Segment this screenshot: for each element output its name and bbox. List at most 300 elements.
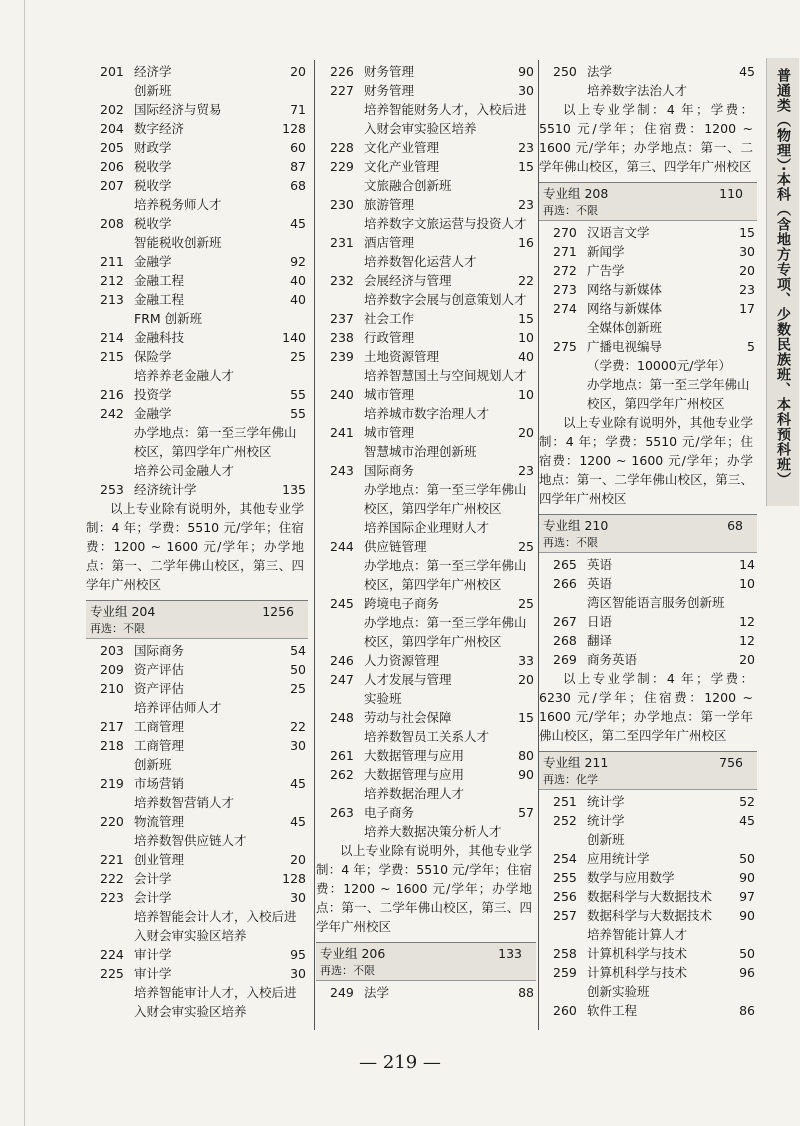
major-entry	[539, 574, 757, 593]
enrollment-count: 30	[290, 890, 306, 905]
major-entry	[539, 650, 757, 669]
major-note: 文旅融合创新班	[364, 178, 452, 193]
major-code: 227	[330, 83, 354, 98]
enrollment-count: 15	[739, 225, 755, 240]
group-total-count: 68	[727, 518, 743, 533]
major-entry	[316, 537, 536, 556]
major-code: 225	[100, 966, 124, 981]
major-name: 计算机科学与技术	[587, 965, 688, 980]
major-entry	[316, 157, 536, 176]
major-code: 238	[330, 330, 354, 345]
major-code: 258	[553, 946, 577, 961]
enrollment-count: 40	[290, 292, 306, 307]
major-name: 劳动与社会保障	[364, 710, 452, 725]
major-name: 统计学	[587, 794, 625, 809]
group-summary-paragraph: 以上专业除有说明外，其他专业学制：4 年；学费：5510 元/学年；住宿费：1200 ~ 1600 元/学年；办学地点：第一、二学年佛山校区，第三、四学年广州校区	[539, 415, 753, 506]
major-name: 日语	[587, 614, 613, 629]
major-code: 213	[100, 292, 124, 307]
major-code: 270	[553, 225, 577, 240]
major-name: 网络与新媒体	[587, 282, 663, 297]
enrollment-count: 86	[739, 1003, 755, 1018]
enrollment-count: 10	[739, 576, 755, 591]
major-code: 211	[100, 254, 124, 269]
major-name: 金融学	[134, 406, 172, 421]
major-entry	[539, 1001, 757, 1020]
major-note: 办学地点：第一至三学年佛山校区，第四学年广州校区	[364, 615, 527, 649]
major-name: 市场营销	[134, 776, 185, 791]
enrollment-count: 128	[282, 871, 306, 886]
group-subject-requirement: 再选：不限	[320, 964, 375, 977]
major-code: 207	[100, 178, 124, 193]
major-code: 241	[330, 425, 354, 440]
major-name: 工商管理	[134, 738, 185, 753]
major-note: 培养智慧国土与空间规划人才	[364, 368, 527, 383]
major-code: 221	[100, 852, 124, 867]
group-title: 专业组 206	[320, 946, 386, 961]
group-subject-requirement: 再选：不限	[543, 536, 598, 549]
major-name: 法学	[587, 64, 613, 79]
major-name: 金融科技	[134, 330, 185, 345]
major-note: 培养智能财务人才，入校后进入财会审实验区培养	[364, 102, 527, 136]
enrollment-count: 20	[518, 425, 534, 440]
major-name: 资产评估	[134, 681, 185, 696]
major-code: 214	[100, 330, 124, 345]
major-name: 广播电视编导	[587, 339, 663, 354]
major-note: 培养数字文旅运营与投资人才	[364, 216, 527, 231]
major-code: 205	[100, 140, 124, 155]
major-name: 城市管理	[364, 425, 415, 440]
major-entry	[539, 555, 757, 574]
major-entry	[316, 271, 536, 290]
major-note: 办学地点：第一至三学年佛山校区，第四学年广州校区	[587, 377, 750, 411]
major-name: 供应链管理	[364, 539, 427, 554]
enrollment-count: 12	[739, 614, 755, 629]
major-note: 培养数智员工关系人才	[364, 729, 490, 744]
major-entry	[86, 252, 308, 271]
enrollment-count: 30	[739, 244, 755, 259]
major-note: 培养养老金融人才	[134, 368, 235, 383]
major-code: 240	[330, 387, 354, 402]
major-note: 创新班	[134, 83, 172, 98]
major-name: 土地资源管理	[364, 349, 440, 364]
major-name: 汉语言文学	[587, 225, 650, 240]
enrollment-count: 30	[290, 966, 306, 981]
enrollment-count: 20	[739, 652, 755, 667]
major-entry	[316, 81, 536, 100]
major-entry	[539, 299, 757, 318]
major-code: 245	[330, 596, 354, 611]
enrollment-count: 140	[282, 330, 306, 345]
enrollment-count: 52	[739, 794, 755, 809]
column-2	[316, 62, 536, 1002]
major-code: 215	[100, 349, 124, 364]
major-name: 文化产业管理	[364, 140, 440, 155]
major-name: 审计学	[134, 966, 172, 981]
major-code: 201	[100, 64, 124, 79]
major-code: 209	[100, 662, 124, 677]
major-entry	[539, 963, 757, 982]
major-entry	[539, 337, 757, 356]
enrollment-count: 57	[518, 805, 534, 820]
enrollment-count: 10	[518, 330, 534, 345]
major-code: 230	[330, 197, 354, 212]
major-code: 206	[100, 159, 124, 174]
group-subject-requirement: 再选：化学	[543, 773, 598, 786]
major-entry	[86, 385, 308, 404]
major-note: 智慧城市治理创新班	[364, 444, 477, 459]
major-code: 255	[553, 870, 577, 885]
major-name: 旅游管理	[364, 197, 415, 212]
major-note: 培养智能审计人才，入校后进入财会审实验区培养	[134, 985, 297, 1019]
major-note: 办学地点：第一至三学年佛山校区，第四学年广州校区	[364, 558, 527, 592]
major-entry	[86, 214, 308, 233]
major-code: 272	[553, 263, 577, 278]
major-code: 256	[553, 889, 577, 904]
major-name: 资产评估	[134, 662, 185, 677]
major-entry	[539, 631, 757, 650]
major-code: 257	[553, 908, 577, 923]
major-name: 城市管理	[364, 387, 415, 402]
enrollment-count: 97	[739, 889, 755, 904]
major-name: 网络与新媒体	[587, 301, 663, 316]
major-code: 271	[553, 244, 577, 259]
group-title: 专业组 204	[90, 604, 156, 619]
major-entry	[86, 660, 308, 679]
major-name: 商务英语	[587, 652, 638, 667]
major-entry	[316, 708, 536, 727]
major-entry	[316, 765, 536, 784]
enrollment-count: 71	[290, 102, 306, 117]
enrollment-count: 25	[290, 681, 306, 696]
major-note: 培养数据治理人才	[364, 786, 465, 801]
enrollment-count: 22	[518, 273, 534, 288]
enrollment-count: 22	[290, 719, 306, 734]
enrollment-count: 23	[518, 463, 534, 478]
major-name: 金融工程	[134, 273, 185, 288]
major-entry	[539, 887, 757, 906]
major-code: 222	[100, 871, 124, 886]
major-entry	[316, 746, 536, 765]
column-3	[539, 62, 757, 1020]
enrollment-count: 40	[290, 273, 306, 288]
major-name: 保险学	[134, 349, 172, 364]
major-code: 202	[100, 102, 124, 117]
major-code: 263	[330, 805, 354, 820]
major-entry	[316, 309, 536, 328]
major-name: 人才发展与管理	[364, 672, 452, 687]
major-note: 培养数智营销人才	[134, 795, 235, 810]
major-name: 数字经济	[134, 121, 185, 136]
major-entry	[316, 233, 536, 252]
enrollment-count: 90	[518, 64, 534, 79]
major-entry	[86, 176, 308, 195]
major-code: 262	[330, 767, 354, 782]
major-name: 英语	[587, 557, 613, 572]
major-name: 应用统计学	[587, 851, 650, 866]
major-code: 254	[553, 851, 577, 866]
enrollment-count: 17	[739, 301, 755, 316]
major-group-header	[539, 514, 757, 553]
major-note: 培养数智供应链人才	[134, 833, 247, 848]
major-name: 国际经济与贸易	[134, 102, 222, 117]
enrollment-count: 68	[290, 178, 306, 193]
enrollment-count: 50	[739, 851, 755, 866]
enrollment-count: 96	[739, 965, 755, 980]
enrollment-count: 90	[739, 870, 755, 885]
group-summary-paragraph: 以上专业学制：4 年；学费：5510 元/学年；住宿费：1200 ~ 1600 元/学年；办学地点：第一、二学年佛山校区，第三、四学年广州校区	[539, 102, 753, 174]
column-divider	[314, 60, 315, 1030]
major-name: 文化产业管理	[364, 159, 440, 174]
major-group-header	[539, 182, 757, 221]
enrollment-count: 92	[290, 254, 306, 269]
enrollment-count: 20	[290, 64, 306, 79]
enrollment-count: 25	[518, 539, 534, 554]
major-code: 261	[330, 748, 354, 763]
major-code: 224	[100, 947, 124, 962]
enrollment-count: 55	[290, 406, 306, 421]
major-code: 237	[330, 311, 354, 326]
major-entry	[86, 271, 308, 290]
major-note: 湾区智能语言服务创新班	[587, 595, 725, 610]
major-code: 246	[330, 653, 354, 668]
major-entry	[86, 850, 308, 869]
major-entry	[316, 594, 536, 613]
enrollment-count: 90	[739, 908, 755, 923]
major-entry	[539, 62, 757, 81]
major-code: 208	[100, 216, 124, 231]
major-code: 260	[553, 1003, 577, 1018]
major-code: 247	[330, 672, 354, 687]
major-name: 跨境电子商务	[364, 596, 440, 611]
group-total-count: 756	[719, 755, 743, 770]
major-code: 203	[100, 643, 124, 658]
major-entry	[86, 157, 308, 176]
major-code: 269	[553, 652, 577, 667]
major-group-header	[86, 600, 308, 639]
major-note: 智能税收创新班	[134, 235, 222, 250]
major-group-header	[539, 751, 757, 790]
major-note: FRM 创新班	[134, 311, 203, 326]
major-entry	[316, 670, 536, 689]
enrollment-count: 55	[290, 387, 306, 402]
major-code: 252	[553, 813, 577, 828]
major-name: 数据科学与大数据技术	[587, 889, 713, 904]
major-name: 新闻学	[587, 244, 625, 259]
enrollment-count: 12	[739, 633, 755, 648]
major-name: 经济统计学	[134, 482, 197, 497]
major-name: 投资学	[134, 387, 172, 402]
major-code: 250	[553, 64, 577, 79]
major-name: 人力资源管理	[364, 653, 440, 668]
major-entry	[86, 736, 308, 755]
enrollment-count: 23	[518, 140, 534, 155]
major-name: 大数据管理与应用	[364, 748, 465, 763]
major-name: 会计学	[134, 890, 172, 905]
major-code: 265	[553, 557, 577, 572]
major-code: 266	[553, 576, 577, 591]
major-name: 会计学	[134, 871, 172, 886]
major-entry	[86, 328, 308, 347]
major-note: 培养数字法治人才	[587, 83, 688, 98]
major-name: 翻译	[587, 633, 613, 648]
major-note: 全媒体创新班	[587, 320, 663, 335]
enrollment-count: 40	[518, 349, 534, 364]
section-side-tab-text: 普通类（物理）·本科（含地方专项、少数民族班、本科预科班）	[775, 68, 791, 488]
major-code: 231	[330, 235, 354, 250]
major-code: 268	[553, 633, 577, 648]
enrollment-count: 45	[290, 814, 306, 829]
major-name: 英语	[587, 576, 613, 591]
enrollment-count: 10	[518, 387, 534, 402]
major-code: 274	[553, 301, 577, 316]
major-entry	[539, 242, 757, 261]
enrollment-count: 45	[290, 776, 306, 791]
major-code: 228	[330, 140, 354, 155]
major-name: 税收学	[134, 159, 172, 174]
enrollment-count: 15	[518, 159, 534, 174]
enrollment-count: 90	[518, 767, 534, 782]
major-entry	[86, 869, 308, 888]
major-name: 软件工程	[587, 1003, 638, 1018]
major-entry	[86, 964, 308, 983]
major-note: 办学地点：第一至三学年佛山校区，第四学年广州校区	[134, 425, 297, 459]
major-entry	[86, 945, 308, 964]
major-entry	[539, 792, 757, 811]
major-name: 行政管理	[364, 330, 415, 345]
section-side-tab	[766, 58, 799, 506]
group-title: 专业组 210	[543, 518, 609, 533]
major-entry	[86, 679, 308, 698]
enrollment-count: 20	[290, 852, 306, 867]
major-entry	[86, 290, 308, 309]
major-entry	[86, 119, 308, 138]
major-entry	[86, 404, 308, 423]
major-name: 物流管理	[134, 814, 185, 829]
major-entry	[539, 944, 757, 963]
group-total-count: 110	[719, 186, 743, 201]
major-code: 204	[100, 121, 124, 136]
major-note: 培养城市数字治理人才	[364, 406, 490, 421]
binding-edge	[24, 0, 25, 1126]
major-entry	[539, 223, 757, 242]
major-name: 广告学	[587, 263, 625, 278]
major-name: 审计学	[134, 947, 172, 962]
major-name: 财务管理	[364, 83, 415, 98]
enrollment-count: 25	[290, 349, 306, 364]
enrollment-count: 20	[518, 672, 534, 687]
major-name: 计算机科学与技术	[587, 946, 688, 961]
major-code: 217	[100, 719, 124, 734]
major-name: 创业管理	[134, 852, 185, 867]
group-title: 专业组 211	[543, 755, 609, 770]
major-entry	[86, 717, 308, 736]
major-note: 培养大数据决策分析人才	[364, 824, 502, 839]
major-code: 259	[553, 965, 577, 980]
enrollment-count: 16	[518, 235, 534, 250]
major-entry	[539, 811, 757, 830]
major-name: 大数据管理与应用	[364, 767, 465, 782]
enrollment-count: 80	[518, 748, 534, 763]
major-code: 229	[330, 159, 354, 174]
page-number: — 219 —	[359, 1052, 441, 1073]
major-name: 工商管理	[134, 719, 185, 734]
major-name: 税收学	[134, 178, 172, 193]
major-note: 办学地点：第一至三学年佛山校区，第四学年广州校区	[364, 482, 527, 516]
major-entry	[539, 849, 757, 868]
major-code: 249	[330, 985, 354, 1000]
major-code: 216	[100, 387, 124, 402]
major-name: 经济学	[134, 64, 172, 79]
major-entry	[316, 347, 536, 366]
major-note: 培养数字会展与创意策划人才	[364, 292, 527, 307]
major-name: 社会工作	[364, 311, 415, 326]
major-entry	[86, 480, 308, 499]
major-entry	[316, 62, 536, 81]
major-note: 创新实验班	[587, 984, 650, 999]
major-name: 数据科学与大数据技术	[587, 908, 713, 923]
major-name: 法学	[364, 985, 390, 1000]
major-code: 226	[330, 64, 354, 79]
major-note: （学费：10000元/学年）	[587, 358, 731, 373]
major-name: 酒店管理	[364, 235, 415, 250]
group-subject-requirement: 再选：不限	[543, 204, 598, 217]
group-summary-paragraph: 以上专业除有说明外，其他专业学制：4 年；学费：5510 元/学年；住宿费：1200 ~ 1600 元/学年；办学地点：第一、二学年佛山校区，第三、四学年广州校区	[316, 843, 532, 934]
major-entry	[316, 423, 536, 442]
major-name: 电子商务	[364, 805, 415, 820]
enrollment-count: 45	[739, 813, 755, 828]
enrollment-count: 135	[282, 482, 306, 497]
major-entry	[316, 328, 536, 347]
major-code: 267	[553, 614, 577, 629]
major-entry	[316, 803, 536, 822]
major-name: 统计学	[587, 813, 625, 828]
major-code: 244	[330, 539, 354, 554]
major-name: 财务管理	[364, 64, 415, 79]
major-code: 219	[100, 776, 124, 791]
major-code: 253	[100, 482, 124, 497]
enrollment-count: 14	[739, 557, 755, 572]
major-entry	[316, 983, 536, 1002]
major-note: 创新班	[134, 757, 172, 772]
group-summary-paragraph: 以上专业学制：4 年；学费：6230 元/学年；住宿费：1200 ~ 1600 元/学年；办学地点：第一学年佛山校区，第二至四学年广州校区	[539, 671, 753, 743]
major-code: 242	[100, 406, 124, 421]
major-entry	[86, 774, 308, 793]
major-entry	[539, 868, 757, 887]
major-code: 212	[100, 273, 124, 288]
enrollment-count: 25	[518, 596, 534, 611]
enrollment-count: 23	[518, 197, 534, 212]
major-entry	[539, 906, 757, 925]
major-entry	[539, 280, 757, 299]
major-entry	[539, 612, 757, 631]
enrollment-count: 33	[518, 653, 534, 668]
major-note: 培养国际企业理财人才	[364, 520, 490, 535]
major-entry	[86, 641, 308, 660]
major-entry	[86, 812, 308, 831]
major-entry	[86, 62, 308, 81]
major-note: 培养智能计算人才	[587, 927, 688, 942]
major-code: 210	[100, 681, 124, 696]
enrollment-count: 88	[518, 985, 534, 1000]
major-note: 实验班	[364, 691, 402, 706]
group-subject-requirement: 再选：不限	[90, 622, 145, 635]
enrollment-count: 50	[290, 662, 306, 677]
enrollment-count: 128	[282, 121, 306, 136]
major-note: 培养税务师人才	[134, 197, 222, 212]
major-note: 培养公司金融人才	[134, 463, 235, 478]
major-entry	[316, 385, 536, 404]
major-code: 232	[330, 273, 354, 288]
